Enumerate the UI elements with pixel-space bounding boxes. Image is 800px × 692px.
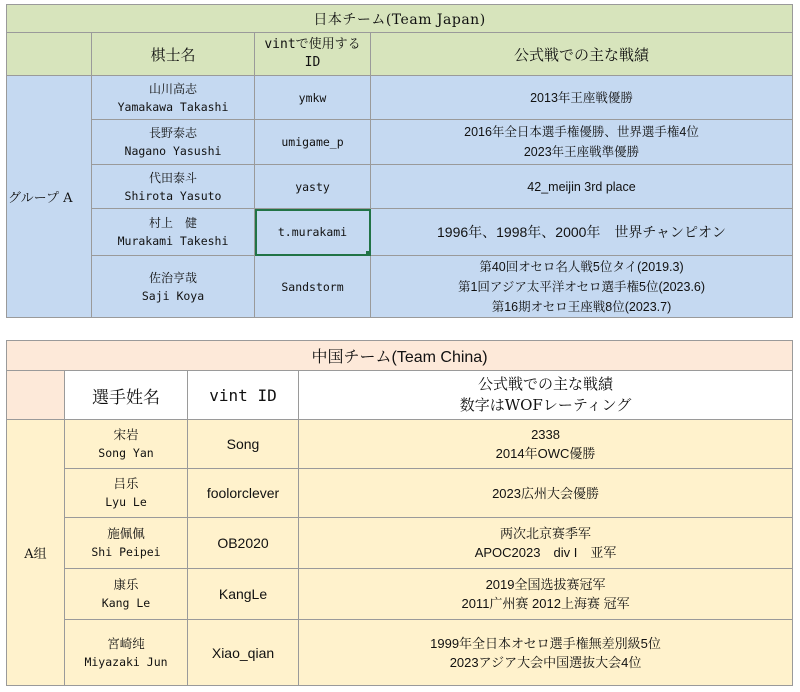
record-line: 2019全国选拔赛冠军 xyxy=(485,577,606,592)
record-cell[interactable] xyxy=(299,569,793,620)
vint-id-cell[interactable]: KangLe xyxy=(188,569,299,620)
vint-id-cell[interactable]: Sandstorm xyxy=(255,256,371,318)
player-name-cell[interactable] xyxy=(65,569,188,620)
vint-id-cell[interactable]: yasty xyxy=(255,165,371,209)
japan-team-table xyxy=(6,4,793,318)
fill-handle[interactable] xyxy=(366,251,371,256)
player-name-ja: 山川高志 xyxy=(148,81,197,96)
record-cell[interactable] xyxy=(371,256,793,318)
player-name-en: Shirota Yasuto xyxy=(124,188,222,203)
record-line: 两次北京赛季军 xyxy=(500,526,592,541)
group-a-cell[interactable]: A组 xyxy=(7,420,65,686)
japan-team-title[interactable]: 日本チーム(Team Japan) xyxy=(7,5,793,33)
player-name-cell[interactable] xyxy=(65,420,188,469)
player-name-cell[interactable] xyxy=(65,518,188,569)
record-line: 2011广州赛 2012上海赛 冠军 xyxy=(461,596,630,611)
vint-id-cell[interactable]: foolorclever xyxy=(188,469,299,518)
header-record-line: 公式戦での主な戦績 xyxy=(478,375,614,393)
vint-id-cell[interactable]: ymkw xyxy=(255,76,371,120)
record-line: APOC2023 div I 亚军 xyxy=(474,545,617,560)
vint-id-cell[interactable]: Song xyxy=(188,420,299,469)
player-name-zh: 宋岩 xyxy=(113,427,139,442)
player-name-cell[interactable] xyxy=(92,76,255,120)
selected-vint-id-cell[interactable] xyxy=(255,209,371,256)
vint-id-cell[interactable]: OB2020 xyxy=(188,518,299,569)
player-name-ja: 佐治亨哉 xyxy=(148,270,197,285)
header-vint-id[interactable]: vint ID xyxy=(188,371,299,420)
player-name-zh: 吕乐 xyxy=(113,476,139,491)
record-cell[interactable] xyxy=(371,209,793,256)
record-line: 第1回アジア太平洋オセロ選手権5位(2023.6) xyxy=(457,279,706,294)
header-vint-id[interactable]: vintで使用するID xyxy=(255,33,371,76)
player-name-zh: 施佩佩 xyxy=(107,526,145,541)
header-blank-cell[interactable] xyxy=(7,33,92,76)
player-name-en: Miyazaki Jun xyxy=(84,654,168,669)
record-line: 2338 xyxy=(531,427,560,442)
record-line: 2023年王座戦準優勝 xyxy=(523,145,640,159)
player-name-cell[interactable] xyxy=(92,165,255,209)
player-name-en: Yamakawa Takashi xyxy=(117,99,229,114)
player-name-cell[interactable] xyxy=(65,620,188,686)
vint-id-cell[interactable]: Xiao_qian xyxy=(188,620,299,686)
china-team-table xyxy=(6,340,793,686)
record-cell[interactable] xyxy=(299,420,793,469)
header-player-name[interactable]: 選手姓名 xyxy=(65,371,188,420)
record-line: 2014年OWC優勝 xyxy=(495,446,596,461)
record-line: 第16期オセロ王座戦8位(2023.7) xyxy=(491,299,672,314)
player-name-zh: 宮崎纯 xyxy=(107,635,145,651)
record-cell[interactable] xyxy=(371,165,793,209)
player-name-cell[interactable] xyxy=(65,469,188,518)
vint-id-cell[interactable]: umigame_p xyxy=(255,120,371,165)
player-name-en: Kang Le xyxy=(101,596,151,610)
record-cell[interactable] xyxy=(371,120,793,165)
record-line: 1996年、1998年、2000年 世界チャンピオン xyxy=(437,224,727,240)
group-a-cell[interactable]: グループ A xyxy=(7,76,92,318)
record-cell[interactable] xyxy=(299,518,793,569)
record-line: 第40回オセロ名人戦5位タイ(2019.3) xyxy=(479,259,684,274)
record-cell[interactable] xyxy=(299,469,793,518)
player-name-cell[interactable] xyxy=(92,256,255,318)
player-name-ja: 長野泰志 xyxy=(148,126,197,140)
player-name-zh: 康乐 xyxy=(113,577,139,592)
header-record[interactable]: 公式戦での主な戦績 xyxy=(371,33,793,76)
record-line: 2023アジア大会中国選抜大会4位 xyxy=(449,654,642,670)
player-name-cell[interactable] xyxy=(92,209,255,256)
header-record[interactable] xyxy=(299,371,793,420)
player-name-ja: 代田泰斗 xyxy=(148,170,197,185)
header-record-subline: 数字はWOFレーティング xyxy=(459,396,632,414)
player-name-en: Song Yan xyxy=(98,446,154,460)
china-team-title[interactable]: 中国チーム(Team China) xyxy=(7,341,793,371)
player-name-en: Shi Peipei xyxy=(91,545,161,559)
header-player-name[interactable]: 棋士名 xyxy=(92,33,255,76)
record-line: 2023広州大会優勝 xyxy=(492,485,599,501)
record-cell[interactable] xyxy=(299,620,793,686)
record-line: 42_meijin 3rd place xyxy=(527,179,636,194)
record-line: 2013年王座戦優勝 xyxy=(530,90,633,105)
player-name-en: Lyu Le xyxy=(105,495,147,509)
record-cell[interactable] xyxy=(371,76,793,120)
player-name-en: Nagano Yasushi xyxy=(124,144,222,158)
player-name-ja: 村上 健 xyxy=(148,216,197,230)
record-line: 2016年全日本選手権優勝、世界選手権4位 xyxy=(464,125,699,139)
player-name-cell[interactable] xyxy=(92,120,255,165)
record-line: 1999年全日本オセロ選手権無差別級5位 xyxy=(430,635,661,651)
player-name-en: Saji Koya xyxy=(141,288,205,303)
player-name-en: Murakami Takeshi xyxy=(117,234,229,248)
header-blank-cell[interactable] xyxy=(7,371,65,420)
vint-id-text: t.murakami xyxy=(277,225,348,239)
